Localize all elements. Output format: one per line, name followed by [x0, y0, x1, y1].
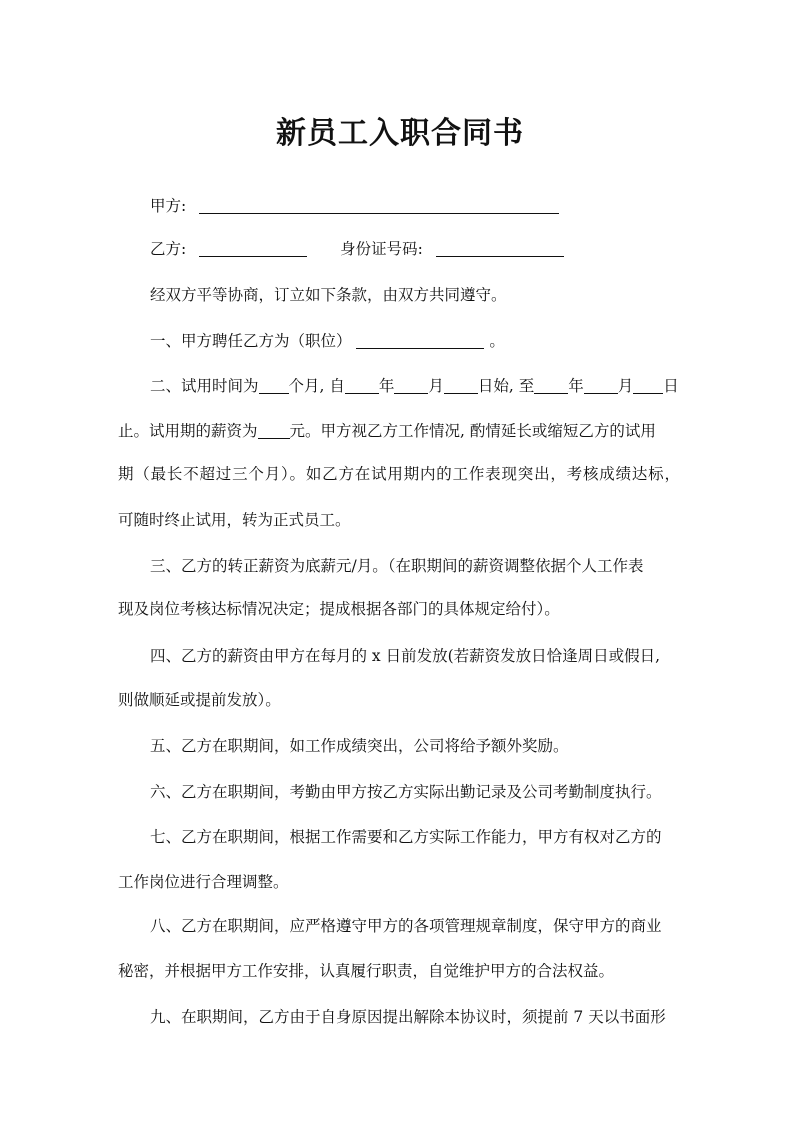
clause-2-text-9: 止。试用期的薪资为: [118, 422, 258, 440]
trial-salary-blank[interactable]: [258, 422, 290, 439]
start-year-blank[interactable]: [345, 377, 379, 394]
clause-1-post: 。: [489, 332, 505, 350]
clause-3-line-2: 现及岗位考核达标情况决定；提成根据各部门的具体规定给付）。: [118, 600, 560, 618]
clause-2-text-5: 日始, 至: [477, 377, 535, 395]
clause-5: 五、乙方在职期间，如工作成绩突出，公司将给予额外奖励。: [150, 737, 569, 755]
clause-3-line-1: 三、乙方的转正薪资为底薪元/月。（在职期间的薪资调整依据个人工作表: [150, 557, 644, 575]
party-b-label: 乙方:: [150, 240, 187, 258]
trial-months-blank[interactable]: [259, 377, 289, 394]
clause-2-text-1: 二、试用时间为: [150, 377, 259, 395]
clause-2-text-7: 月: [617, 377, 634, 395]
clause-2-text-3: 年: [378, 377, 395, 395]
party-b-blank[interactable]: [199, 240, 307, 257]
clause-2-line-1: [118, 375, 712, 397]
party-a-line: [118, 195, 712, 217]
clause-2-line-3: 期（最长不超过三个月）。如乙方在试用期内的工作表现突出，考核成绩达标，: [118, 465, 680, 483]
clause-1-pre: 一、甲方聘任乙方为（职位）: [150, 332, 352, 350]
clause-7-line-1: 七、乙方在职期间，根据工作需要和乙方实际工作能力，甲方有权对乙方的: [150, 828, 662, 846]
clause-9-line-1: 九、在职期间，乙方由于自身原因提出解除本协议时，须提前 7 天以书面形: [150, 1008, 666, 1026]
id-number-blank[interactable]: [436, 240, 564, 257]
clause-2-text-2: 个月, 自: [288, 377, 345, 395]
clause-2-text-10: 元。甲方视乙方工作情况, 酌情延长或缩短乙方的试用: [289, 422, 656, 440]
clause-1: [118, 330, 712, 352]
clause-8-line-1: 八、乙方在职期间，应严格遵守甲方的各项管理规章制度，保守甲方的商业: [150, 917, 662, 935]
end-year-blank[interactable]: [534, 377, 568, 394]
position-blank[interactable]: [356, 332, 484, 349]
start-month-blank[interactable]: [394, 377, 428, 394]
clause-2-line-2: [118, 420, 680, 442]
clause-2-line-4: 可随时终止试用，转为正式员工。: [118, 511, 351, 529]
clause-2-text-4: 月: [428, 377, 444, 395]
clause-4-line-2: 则做顺延或提前发放）。: [118, 691, 281, 709]
end-month-blank[interactable]: [584, 377, 618, 394]
party-a-blank[interactable]: [199, 197, 559, 214]
intro-text: 经双方平等协商，订立如下条款，由双方共同遵守。: [150, 286, 507, 304]
clause-4-line-1: 四、乙方的薪资由甲方在每月的 x 日前发放(若薪资发放日恰逢周日或假日,: [150, 647, 661, 665]
clause-7-line-2: 工作岗位进行合理调整。: [118, 873, 289, 891]
clause-6: 六、乙方在职期间，考勤由甲方按乙方实际出勤记录及公司考勤制度执行。: [150, 783, 662, 801]
clause-8-line-2: 秘密，并根据甲方工作安排，认真履行职责，自觉维护甲方的合法权益。: [118, 962, 615, 980]
party-a-label: 甲方:: [150, 197, 187, 215]
start-day-blank[interactable]: [444, 377, 478, 394]
document-title: 新员工入职合同书: [276, 116, 524, 151]
id-number-label: 身份证号码:: [340, 240, 423, 258]
party-b-line: [118, 238, 712, 260]
clause-2-text-8: 日: [663, 377, 679, 395]
end-day-blank[interactable]: [633, 377, 663, 394]
clause-2-text-6: 年: [568, 377, 584, 395]
